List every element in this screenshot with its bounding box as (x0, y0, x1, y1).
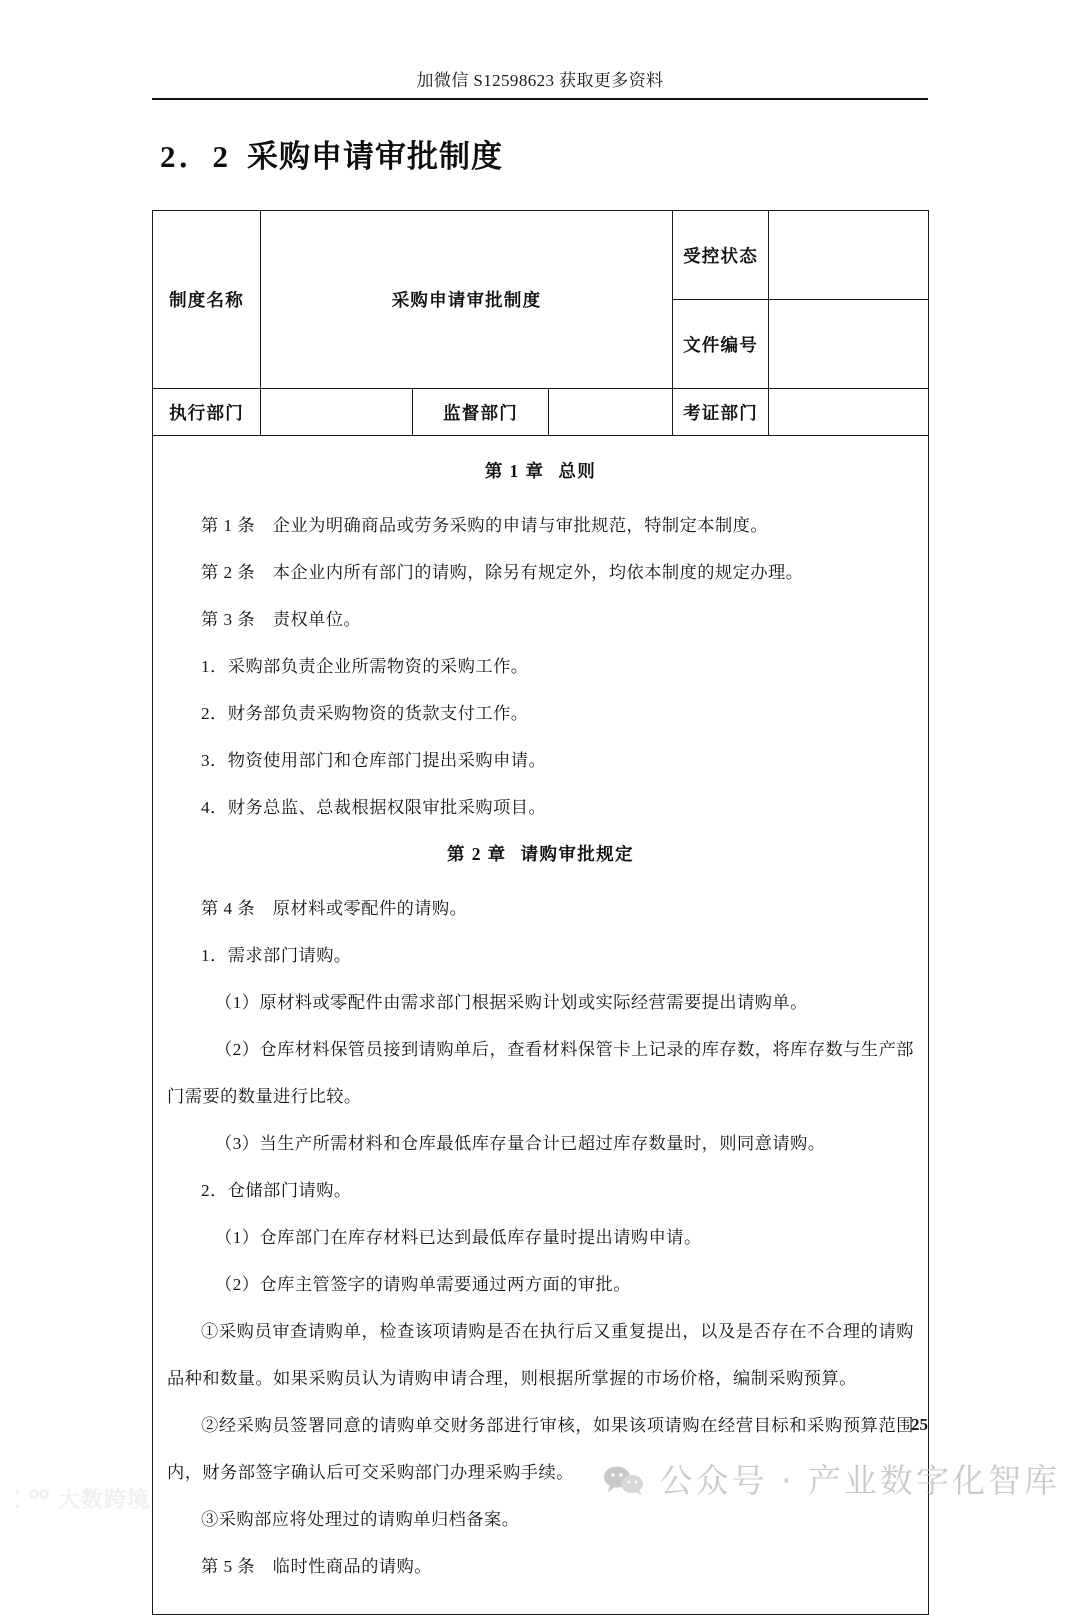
chapter-2-heading (167, 841, 914, 866)
clause-4-approval-3: ③采购部应将处理过的请购单归档备案。 (201, 1510, 520, 1529)
clause-4-item-2-sub-2: （2）仓库主管签字的请购单需要通过两方面的审批。 (215, 1275, 631, 1294)
clause-3: 第 3 条 责权单位。 (201, 610, 362, 629)
policy-body (153, 436, 929, 1615)
wechat-icon (602, 1464, 646, 1494)
header-rule (152, 98, 928, 100)
brand-watermark-text: 公众号 · 产业数字化智库 (659, 1461, 1060, 1500)
corner-watermark-text: 大数跨境 (58, 1488, 151, 1513)
clause-3-item-2: 2．财务部负责采购物资的货款支付工作。 (201, 704, 529, 723)
table-row (153, 211, 929, 300)
clause-2: 第 2 条 本企业内所有部门的请购，除另有规定外，均依本制度的规定办理。 (201, 563, 804, 582)
cell-value-document-number[interactable] (769, 300, 929, 389)
chapter-2-label: 第 2 章 (447, 844, 507, 864)
table-row (153, 389, 929, 436)
chapter-1-label: 第 1 章 (484, 461, 545, 481)
clause-4-item-1: 1．需求部门请购。 (201, 946, 352, 965)
cell-value-supervise-dept[interactable] (549, 389, 673, 436)
chapter-2-name: 请购审批规定 (520, 844, 634, 864)
clause-4-item-2: 2．仓储部门请购。 (201, 1181, 352, 1200)
cell-label-controlled-status: 受控状态 (673, 211, 769, 300)
cell-value-system-name: 采购申请审批制度 (261, 211, 673, 389)
policy-table (152, 210, 929, 1615)
brand-watermark (602, 1455, 1060, 1502)
clause-5: 第 5 条 临时性商品的请购。 (201, 1557, 432, 1576)
clause-4: 第 4 条 原材料或零配件的请购。 (201, 899, 468, 918)
clause-4-item-1-sub-2: （2）仓库材料保管员接到请购单后，查看材料保管卡上记录的库存数，将库存数与生产部门需要的数量进行比较。 (167, 1040, 914, 1106)
running-header-text: 加微信 S12598623 获取更多资料 (416, 71, 664, 90)
running-header (152, 66, 928, 91)
chapter-1-name: 总则 (558, 461, 597, 481)
cell-label-supervise-dept: 监督部门 (413, 389, 549, 436)
cell-value-controlled-status[interactable] (769, 211, 929, 300)
clause-3-item-1: 1．采购部负责企业所需物资的采购工作。 (201, 657, 529, 676)
clause-3-item-3: 3．物资使用部门和仓库部门提出采购申请。 (201, 751, 547, 770)
cell-label-document-number: 文件编号 (673, 300, 769, 389)
clause-3-item-4: 4．财务总监、总裁根据权限审批采购项目。 (201, 798, 547, 817)
page-title (160, 131, 503, 176)
dashu-logo-icon (16, 1487, 50, 1511)
clause-4-approval-2: ②经采购员签署同意的请购单交财务部进行审核，如果该项请购在经营目标和采购预算范围内，财务部签字确认后可交采购部门办理采购手续。 (167, 1416, 914, 1482)
clause-4-approval-1: ①采购员审查请购单，检查该项请购是否在执行后又重复提出，以及是否存在不合理的请购品种和数量。如果采购员认为请购申请合理，则根据所掌握的市场价格，编制采购预算。 (167, 1322, 914, 1388)
page-number: 25 (911, 1415, 928, 1434)
clause-4-item-1-sub-3: （3）当生产所需材料和仓库最低库存量合计已超过库存数量时，则同意请购。 (215, 1134, 826, 1153)
page-title-number: 2．2 (160, 139, 231, 174)
cell-value-exec-dept[interactable] (261, 389, 413, 436)
chapter-1-heading (167, 458, 914, 483)
page-title-text: 采购申请审批制度 (247, 139, 503, 174)
clause-1: 第 1 条 企业为明确商品或劳务采购的申请与审批规范，特制定本制度。 (201, 516, 769, 535)
cell-label-verify-dept: 考证部门 (673, 389, 769, 436)
cell-label-system-name: 制度名称 (153, 211, 261, 389)
cell-label-exec-dept: 执行部门 (153, 389, 261, 436)
clause-4-item-1-sub-1: （1）原材料或零配件由需求部门根据采购计划或实际经营需要提出请购单。 (215, 993, 808, 1012)
corner-watermark (16, 1483, 150, 1514)
table-row-body (153, 436, 929, 1615)
cell-value-verify-dept[interactable] (769, 389, 929, 436)
clause-4-item-2-sub-1: （1）仓库部门在库存材料已达到最低库存量时提出请购申请。 (215, 1228, 702, 1247)
